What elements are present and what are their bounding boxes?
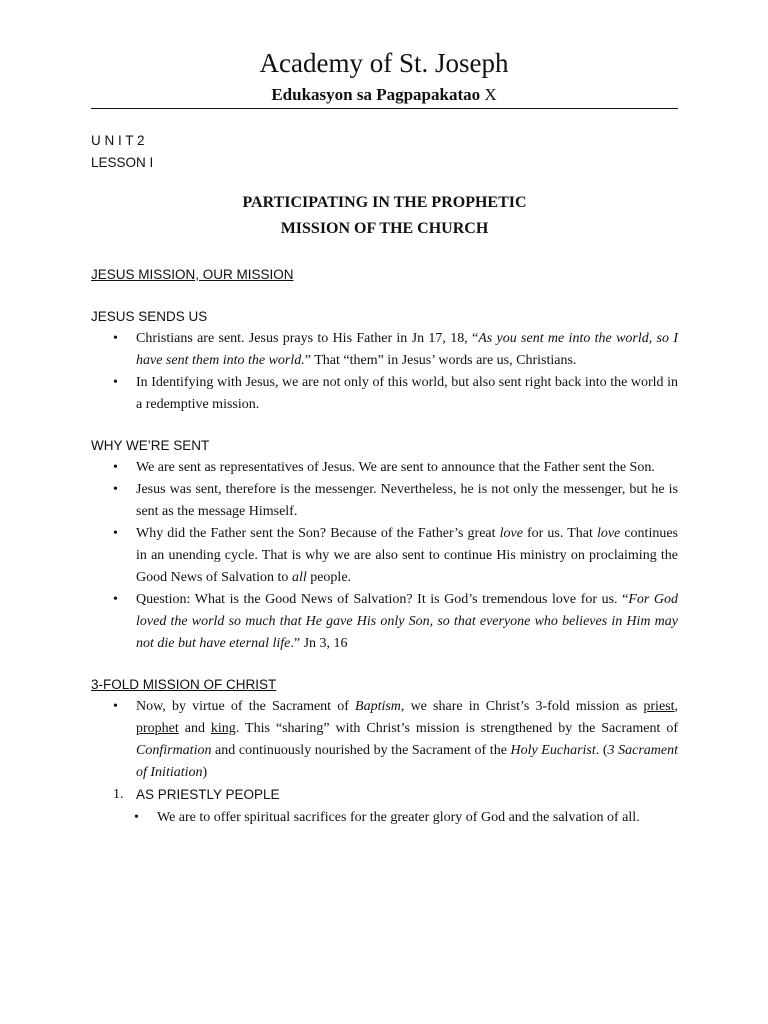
- item-number: 1.: [113, 787, 124, 802]
- section-heading-why-sent: WHY WE’RE SENT: [91, 438, 210, 453]
- document-body: [91, 130, 678, 829]
- scripture-quote: As you sent me into the world, so I have sent them into the world.: [136, 331, 678, 368]
- subject-grade: X: [484, 85, 497, 104]
- list-item: • Jesus was sent, therefore is the messenger. Nevertheless, he is not only the messenger, but he is sent as the message Himself.: [91, 479, 678, 523]
- list-item: • Question: What is the Good News of Salvation? It is God’s tremendous love for us. “For God loved the world so much that He gave His only Son, so that everyone who believes in Him may not die but have eternal life.” Jn 3, 16: [91, 589, 678, 655]
- item-heading: AS PRIESTLY PEOPLE: [136, 787, 280, 802]
- school-name: Academy of St. Joseph: [259, 48, 509, 78]
- jesus-sends-us-list: [91, 328, 678, 416]
- lesson-title: [91, 190, 678, 242]
- list-item: • Christians are sent. Jesus prays to His Father in Jn 17, 18, “As you sent me into the world, so I have sent them into the world.” That “them” in Jesus’ words are us, Christians.: [91, 328, 678, 372]
- why-sent-list: [91, 457, 678, 655]
- list-item: • Now, by virtue of the Sacrament of Baptism, we share in Christ’s 3-fold mission as priest, prophet and king. This “sharing” with Christ’s mission is strengthened by the Sacrament of Confirmation and continuously nourished by the Sacrament of the Holy Eucharist. (3 Sacrament of Initiation): [91, 696, 678, 784]
- subject-title: [0, 84, 768, 106]
- list-item: • Why did the Father sent the Son? Because of the Father’s great love for us. That love continues in an unending cycle. That is why we are also sent to continue His ministry on proclaiming the Good News of Salvation to all people.: [91, 523, 678, 589]
- mission-numbered-list: [91, 784, 678, 807]
- scripture-quote: For God loved the world so much that He gave His only Son, so that everyone who believes in Him may not die but have eternal life: [136, 592, 678, 651]
- unit-label: U N I T 2: [91, 133, 145, 148]
- lesson-title-line-2: MISSION OF THE CHURCH: [280, 220, 489, 237]
- list-item: • In Identifying with Jesus, we are not only of this world, but also sent right back into the world in a redemptive mission.: [91, 372, 678, 416]
- section-heading-jesus-sends-us: JESUS SENDS US: [91, 309, 208, 324]
- header-divider: [91, 108, 678, 109]
- numbered-item: [91, 784, 678, 807]
- subject-name: Edukasyon sa Pagpapakatao: [271, 85, 481, 104]
- list-item: • We are sent as representatives of Jesus. We are sent to announce that the Father sent the Son.: [91, 457, 678, 479]
- lesson-title-line-1: PARTICIPATING IN THE PROPHETIC: [242, 194, 527, 211]
- priestly-people-list: [91, 807, 678, 829]
- three-fold-mission-list: [91, 696, 678, 784]
- section-heading-jesus-mission: JESUS MISSION, OUR MISSION: [91, 267, 294, 282]
- list-item: • We are to offer spiritual sacrifices for the greater glory of God and the salvation of all.: [91, 807, 678, 829]
- lesson-label: LESSON I: [91, 155, 154, 170]
- section-heading-3-fold-mission: 3-FOLD MISSION OF CHRIST: [91, 677, 277, 692]
